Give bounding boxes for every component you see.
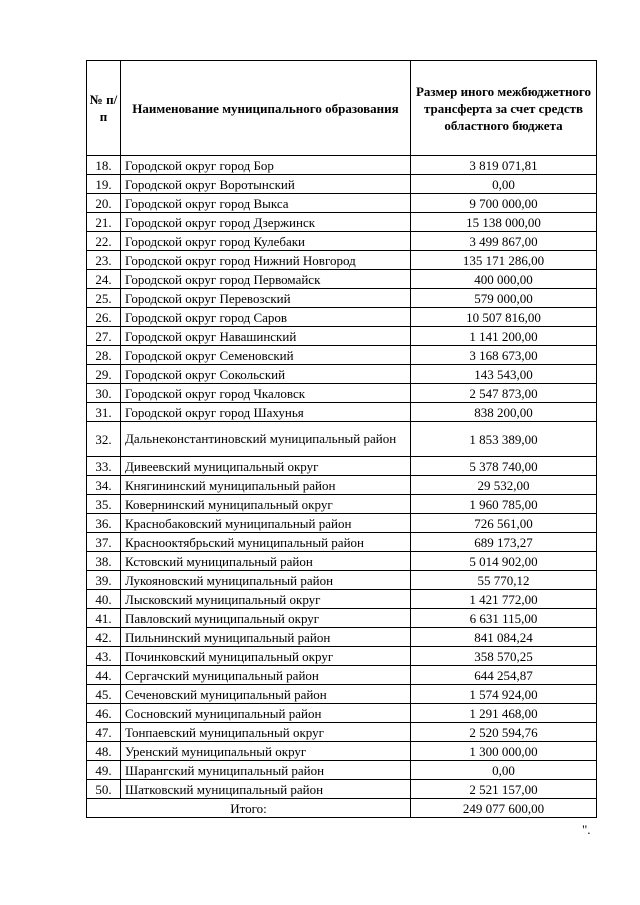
table-row <box>87 403 597 422</box>
table-row <box>87 495 597 514</box>
row-number: 19. <box>87 175 121 194</box>
table-row <box>87 232 597 251</box>
row-number: 43. <box>87 647 121 666</box>
row-number: 24. <box>87 270 121 289</box>
table-row <box>87 666 597 685</box>
row-number: 23. <box>87 251 121 270</box>
table-row <box>87 365 597 384</box>
row-number: 37. <box>87 533 121 552</box>
table-row <box>87 156 597 175</box>
row-number: 34. <box>87 476 121 495</box>
row-value: 1 291 468,00 <box>411 704 597 723</box>
row-number: 33. <box>87 457 121 476</box>
row-number: 35. <box>87 495 121 514</box>
row-number: 47. <box>87 723 121 742</box>
table-row <box>87 289 597 308</box>
row-name: Сосновский муниципальный район <box>121 704 411 723</box>
row-value: 1 960 785,00 <box>411 495 597 514</box>
row-name: Городской округ город Бор <box>121 156 411 175</box>
row-value: 6 631 115,00 <box>411 609 597 628</box>
row-name: Шарангский муниципальный район <box>121 761 411 780</box>
row-name: Городской округ Сокольский <box>121 365 411 384</box>
row-number: 39. <box>87 571 121 590</box>
row-name: Ковернинский муниципальный округ <box>121 495 411 514</box>
row-name: Городской округ город Дзержинск <box>121 213 411 232</box>
total-value: 249 077 600,00 <box>411 799 597 818</box>
row-number: 29. <box>87 365 121 384</box>
row-name: Сергачский муниципальный район <box>121 666 411 685</box>
row-name: Починковский муниципальный округ <box>121 647 411 666</box>
table-row <box>87 685 597 704</box>
row-value: 55 770,12 <box>411 571 597 590</box>
document-page <box>86 60 596 818</box>
row-value: 1 574 924,00 <box>411 685 597 704</box>
row-name: Павловский муниципальный округ <box>121 609 411 628</box>
row-name: Городской округ Перевозский <box>121 289 411 308</box>
row-value: 3 819 071,81 <box>411 156 597 175</box>
row-value: 2 521 157,00 <box>411 780 597 799</box>
row-value: 1 421 772,00 <box>411 590 597 609</box>
row-number: 22. <box>87 232 121 251</box>
row-value: 15 138 000,00 <box>411 213 597 232</box>
header-value: Размер иного межбюджетного трансферта за счет средств областного бюджета <box>411 61 597 156</box>
row-number: 38. <box>87 552 121 571</box>
table-row <box>87 533 597 552</box>
row-value: 3 499 867,00 <box>411 232 597 251</box>
row-number: 18. <box>87 156 121 175</box>
row-value: 143 543,00 <box>411 365 597 384</box>
table-row <box>87 384 597 403</box>
table-row <box>87 742 597 761</box>
closing-quote-mark: ". <box>582 822 591 837</box>
row-number: 42. <box>87 628 121 647</box>
row-value: 838 200,00 <box>411 403 597 422</box>
row-value: 9 700 000,00 <box>411 194 597 213</box>
table-row <box>87 780 597 799</box>
row-name: Уренский муниципальный округ <box>121 742 411 761</box>
row-number: 44. <box>87 666 121 685</box>
row-value: 0,00 <box>411 761 597 780</box>
row-number: 36. <box>87 514 121 533</box>
row-name: Сеченовский муниципальный район <box>121 685 411 704</box>
row-value: 689 173,27 <box>411 533 597 552</box>
table-row <box>87 175 597 194</box>
row-value: 1 141 200,00 <box>411 327 597 346</box>
row-number: 50. <box>87 780 121 799</box>
row-number: 21. <box>87 213 121 232</box>
row-number: 48. <box>87 742 121 761</box>
row-number: 27. <box>87 327 121 346</box>
row-name: Городской округ Навашинский <box>121 327 411 346</box>
row-name: Городской округ город Первомайск <box>121 270 411 289</box>
row-name: Городской округ Семеновский <box>121 346 411 365</box>
row-name: Городской округ Воротынский <box>121 175 411 194</box>
row-name: Княгининский муниципальный район <box>121 476 411 495</box>
row-number: 49. <box>87 761 121 780</box>
table-row <box>87 251 597 270</box>
row-name: Тонпаевский муниципальный округ <box>121 723 411 742</box>
table-row <box>87 327 597 346</box>
row-value: 29 532,00 <box>411 476 597 495</box>
row-name: Лукояновский муниципальный район <box>121 571 411 590</box>
row-value: 726 561,00 <box>411 514 597 533</box>
row-name: Городской округ город Выкса <box>121 194 411 213</box>
row-name: Городской округ город Кулебаки <box>121 232 411 251</box>
table-row <box>87 704 597 723</box>
table-row <box>87 194 597 213</box>
table-footer <box>87 799 597 818</box>
table-row <box>87 761 597 780</box>
table-row <box>87 346 597 365</box>
row-name: Кстовский муниципальный район <box>121 552 411 571</box>
row-name: Городской округ город Шахунья <box>121 403 411 422</box>
row-name: Краснобаковский муниципальный район <box>121 514 411 533</box>
row-number: 30. <box>87 384 121 403</box>
table-body <box>87 156 597 799</box>
row-name: Пильнинский муниципальный район <box>121 628 411 647</box>
row-number: 31. <box>87 403 121 422</box>
table-header <box>87 61 597 156</box>
row-value: 3 168 673,00 <box>411 346 597 365</box>
table-row <box>87 609 597 628</box>
table-row <box>87 723 597 742</box>
table-row <box>87 422 597 457</box>
row-value: 644 254,87 <box>411 666 597 685</box>
row-name: Дальнеконстантиновский муниципальный район <box>121 422 411 457</box>
row-name: Городской округ город Чкаловск <box>121 384 411 403</box>
row-value: 841 084,24 <box>411 628 597 647</box>
table-row <box>87 476 597 495</box>
row-number: 41. <box>87 609 121 628</box>
row-value: 1 853 389,00 <box>411 422 597 457</box>
row-value: 10 507 816,00 <box>411 308 597 327</box>
row-value: 2 520 594,76 <box>411 723 597 742</box>
row-name: Городской округ город Саров <box>121 308 411 327</box>
row-number: 25. <box>87 289 121 308</box>
row-name: Дивеевский муниципальный округ <box>121 457 411 476</box>
row-name: Шатковский муниципальный район <box>121 780 411 799</box>
table-row <box>87 457 597 476</box>
row-number: 26. <box>87 308 121 327</box>
table-row <box>87 213 597 232</box>
table-row <box>87 628 597 647</box>
total-label: Итого: <box>87 799 411 818</box>
table-row <box>87 270 597 289</box>
row-number: 32. <box>87 422 121 457</box>
row-value: 358 570,25 <box>411 647 597 666</box>
header-num: № п/п <box>87 61 121 156</box>
table-row <box>87 514 597 533</box>
table-row <box>87 308 597 327</box>
table-row <box>87 571 597 590</box>
row-name: Лысковский муниципальный округ <box>121 590 411 609</box>
row-number: 46. <box>87 704 121 723</box>
row-value: 1 300 000,00 <box>411 742 597 761</box>
row-number: 45. <box>87 685 121 704</box>
total-row <box>87 799 597 818</box>
row-name: Краснооктябрьский муниципальный район <box>121 533 411 552</box>
row-value: 5 378 740,00 <box>411 457 597 476</box>
row-value: 0,00 <box>411 175 597 194</box>
row-number: 28. <box>87 346 121 365</box>
table-row <box>87 590 597 609</box>
row-value: 5 014 902,00 <box>411 552 597 571</box>
row-name: Городской округ город Нижний Новгород <box>121 251 411 270</box>
row-value: 135 171 286,00 <box>411 251 597 270</box>
row-number: 20. <box>87 194 121 213</box>
table-row <box>87 647 597 666</box>
header-name: Наименование муниципального образования <box>121 61 411 156</box>
row-number: 40. <box>87 590 121 609</box>
row-value: 400 000,00 <box>411 270 597 289</box>
transfer-table <box>86 60 597 818</box>
table-row <box>87 552 597 571</box>
row-value: 2 547 873,00 <box>411 384 597 403</box>
row-value: 579 000,00 <box>411 289 597 308</box>
